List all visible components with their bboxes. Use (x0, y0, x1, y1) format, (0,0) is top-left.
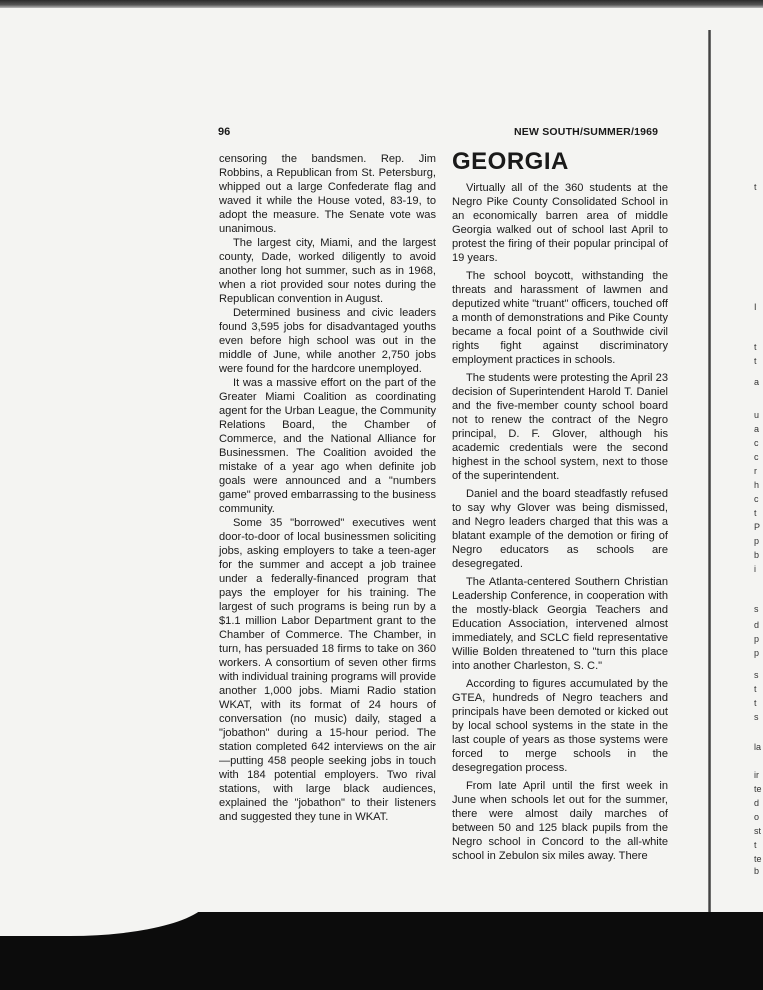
paragraph: The Atlanta-centered Southern Christian Leadership Conference, in cooperation with the mostly-black Georgia Teachers and Education Association, intervened almost immediately, and SCLC field representative Willie Bolden threatened to "turn this place into another Charleston, S. C." (452, 576, 668, 672)
running-header: NEW SOUTH/SUMMER/1969 (514, 126, 659, 138)
edge-letter: u (754, 410, 760, 420)
edge-letter: c (754, 452, 759, 462)
edge-letter: i (754, 564, 756, 574)
edge-letter: t (754, 698, 757, 708)
edge-letter: te (754, 784, 762, 794)
paragraph: From late April until the first week in June when schools let out for the summer, there were almost daily marches of between 50 and 125 black pupils from the Negro school in Concord to the all-white school in Zebulon six miles away. There (452, 780, 668, 862)
edge-letter: la (754, 742, 762, 752)
edge-letter: p (754, 634, 760, 644)
edge-letter: a (754, 424, 760, 434)
edge-letter: t (754, 182, 757, 192)
edge-letter: p (754, 648, 760, 658)
edge-letter: c (754, 494, 759, 504)
edge-letter: a (754, 377, 760, 387)
paragraph: The largest city, Miami, and the largest county, Dade, worked diligently to avoid another long hot summer, such as in 1968, when a riot provided sour notes during the Republican convention in August. (219, 237, 436, 305)
edge-letter: st (754, 826, 762, 836)
edge-letter: te (754, 854, 762, 864)
right-column (452, 181, 668, 867)
edge-letter: ir (754, 770, 759, 780)
edge-letter: p (754, 536, 760, 546)
book-gutter (708, 30, 711, 930)
edge-letter: r (754, 466, 757, 476)
paragraph: censoring the bandsmen. Rep. Jim Robbins, a Republican from St. Petersburg, whipped out a large Confederate flag and waved it while the House voted, 83-19, to adopt the measure. The Senate vote was unanimous. (219, 153, 436, 235)
edge-letter: c (754, 438, 759, 448)
paragraph: It was a massive effort on the part of the Greater Miami Coalition as coordinating agent for the Urban League, the Community Relations Board, the Chamber of Commerce, and the National Alliance for Businessmen. The Coalition avoided the mistake of a year ago when definite job goals were announced and a "numbers game" proved embarrassing to the business community. (219, 377, 436, 515)
edge-letter: h (754, 480, 760, 490)
paragraph: Some 35 "borrowed" executives went door-to-door of local businessmen soliciting jobs, asking employers to take a teen-ager for the summer and accept a job trainee under a federally-financed program that pays the employer for his training. The largest of such programs is being run by a $1.1 million Labor Department grant to the Chamber of Commerce. The Chamber, in turn, has persuaded 18 firms to take on 360 workers. A consortium of seven other firms with individual training programs will provide another 1,000 jobs. Miami Radio station WKAT, with its format of 24 hours of conversation (no music) daily, staged a "jobathon" during a 15-hour period. The station completed 642 interviews on the air—putting 458 people seeking jobs in touch with 184 potential employers. Two rival stations, with large black audiences, explained the "jobathon" to their listeners and suggested they tune in WKAT. (219, 517, 436, 823)
left-column (219, 152, 436, 824)
paragraph: The school boycott, withstanding the threats and harassment of lawmen and deputized white "truant" officers, touched off a month of demonstrations and Pike County became a focal point of a Southwide civil rights fight against discriminatory employment practices in schools. (452, 270, 668, 366)
edge-letter: b (754, 866, 760, 876)
paragraph: Virtually all of the 360 students at the Negro Pike County Consolidated School in an economically barren area of middle Georgia walked out of school last April to protest the firing of their popular principal of 19 years. (452, 182, 668, 264)
page-top-edge (0, 0, 763, 8)
paragraph: According to figures accumulated by the GTEA, hundreds of Negro teachers and principals have been demoted or kicked out by local school systems in the state in the last couple of years as those systems were forced to merge schools in the desegregation process. (452, 678, 668, 774)
edge-letter: d (754, 620, 760, 630)
edge-letter: t (754, 342, 757, 352)
edge-letter: b (754, 550, 760, 560)
paragraph: Determined business and civic leaders found 3,595 jobs for disadvantaged youths even before high school was out in the middle of June, while another 2,750 jobs were found for the hardcore unemployed. (219, 307, 436, 375)
edge-letter: t (754, 684, 757, 694)
edge-letter: d (754, 798, 760, 808)
edge-letter: s (754, 670, 759, 680)
edge-letter: P (754, 522, 761, 532)
section-heading: GEORGIA (452, 148, 569, 175)
paragraph: The students were protesting the April 23 decision of Superintendent Harold T. Daniel and the five-member county school board not to renew the contract of the Negro principal, D. F. Glover, although his academic credentials were the second highest in the school system, next to those of the superintendent. (452, 372, 668, 482)
paragraph: Daniel and the board steadfastly refused to say why Glover was being dismissed, and Negro leaders charged that this was a blatant example of the demotion or firing of Negro educators as schools are desegregated. (452, 488, 668, 570)
edge-letter: s (754, 604, 759, 614)
edge-letter: t (754, 840, 757, 850)
page-number: 96 (218, 126, 231, 138)
edge-letter: o (754, 812, 760, 822)
edge-letter: s (754, 712, 759, 722)
edge-letter: t (754, 508, 757, 518)
edge-letter: t (754, 356, 757, 366)
edge-letter: I (754, 302, 757, 312)
